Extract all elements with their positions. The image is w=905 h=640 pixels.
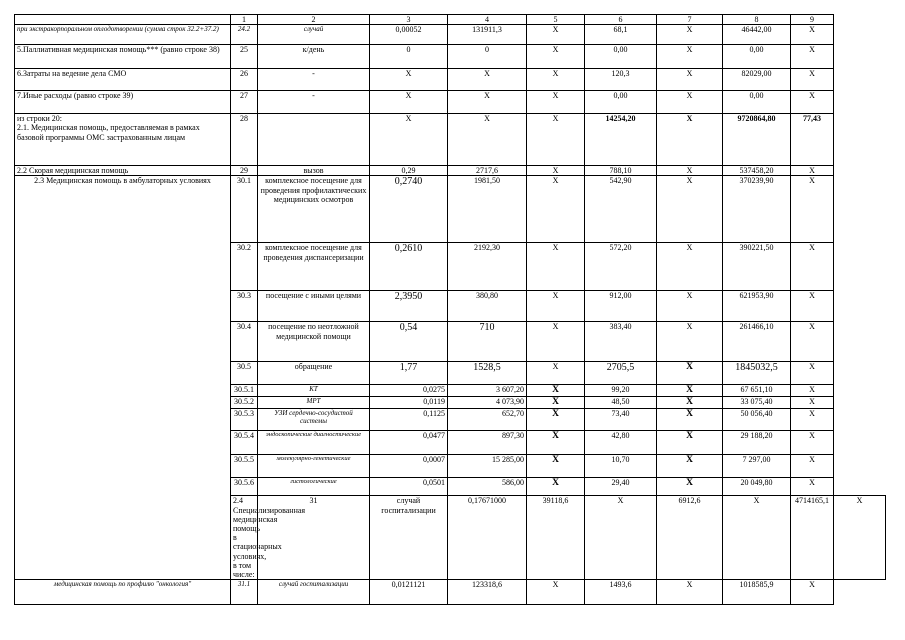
row-unit: обращение — [258, 362, 370, 385]
cell-c5: X — [527, 25, 585, 45]
cell-c9: X — [791, 397, 834, 409]
cell-c3: 0,0501 — [370, 478, 448, 496]
cell-c4: X — [448, 69, 527, 91]
cell-c9: X — [791, 176, 834, 243]
row-unit: посещение с иными целями — [258, 291, 370, 322]
cell-c8: 7 297,00 — [723, 455, 791, 478]
cell-c6: 73,40 — [585, 409, 657, 431]
cell-c4: 586,00 — [448, 478, 527, 496]
header-cell: 6 — [585, 15, 657, 25]
table-row — [15, 45, 886, 69]
row-unit: МРТ — [258, 397, 370, 409]
cell-c7: X — [657, 478, 723, 496]
row-unit: случай госпитализации — [258, 580, 370, 605]
cell-c6: 2705,5 — [585, 362, 657, 385]
row-unit: комплексное посещение для проведения диспансеризации — [258, 243, 370, 291]
cell-c3: 0,0119 — [370, 397, 448, 409]
cell-c4: 1528,5 — [448, 362, 527, 385]
row-code: 28 — [231, 114, 258, 166]
cell-c7: X — [657, 362, 723, 385]
cell-c9: X — [791, 431, 834, 455]
row-label: 2.2 Скорая медицинская помощь — [15, 166, 231, 176]
cell-c6: 10,70 — [585, 455, 657, 478]
row-unit: комплексное посещение для проведения профилактических медицинских осмотров — [258, 176, 370, 243]
cell-c4: 897,30 — [448, 431, 527, 455]
cell-c8: 0,00 — [723, 45, 791, 69]
cell-c8: 29 188,20 — [723, 431, 791, 455]
cell-c6: 42,80 — [585, 431, 657, 455]
table-row — [15, 176, 886, 243]
cell-c7: X — [657, 580, 723, 605]
cell-c3: X — [370, 69, 448, 91]
cell-c6: 0,00 — [585, 91, 657, 114]
cell-c7: X — [657, 431, 723, 455]
cell-c3: X — [370, 114, 448, 166]
row-unit: эндоскопические диагностические — [258, 431, 370, 455]
header-cell: 4 — [448, 15, 527, 25]
cell-c8: 46442,00 — [723, 25, 791, 45]
cell-c9: X — [791, 25, 834, 45]
cell-c5: X — [527, 291, 585, 322]
cell-c3: 0,00052 — [370, 25, 448, 45]
cell-c5: X — [527, 580, 585, 605]
cell-c9: X — [791, 91, 834, 114]
row-code: 31.1 — [231, 580, 258, 605]
cell-c5: X — [527, 362, 585, 385]
cell-c9: X — [791, 243, 834, 291]
row-code: 27 — [231, 91, 258, 114]
row-unit: КТ — [258, 385, 370, 397]
row-label: 6.Затраты на ведение дела СМО — [15, 69, 231, 91]
cell-c4: X — [448, 91, 527, 114]
row-code: 30.4 — [231, 322, 258, 362]
cell-c3: X — [370, 91, 448, 114]
row-code: 26 — [231, 69, 258, 91]
cell-c5: X — [527, 243, 585, 291]
cell-c3: 0,2610 — [370, 243, 448, 291]
header-cell: 8 — [723, 15, 791, 25]
cell-c8: 390221,50 — [723, 243, 791, 291]
cell-c4: 123318,6 — [448, 580, 527, 605]
cell-c6: 68,1 — [585, 25, 657, 45]
row-unit: вызов — [258, 166, 370, 176]
cell-c4: 131911,3 — [448, 25, 527, 45]
cell-c5: X — [527, 166, 585, 176]
cell-c6: 29,40 — [585, 478, 657, 496]
cell-c3: 0,0007 — [370, 455, 448, 478]
row-label: из строки 20: 2.1. Медицинская помощь, предоставляемая в рамках базовой программы ОМС застрахованным лицам — [15, 114, 231, 166]
row-code: 30.5.2 — [231, 397, 258, 409]
cell-c7: X — [657, 69, 723, 91]
row-code: 24.2 — [231, 25, 258, 45]
cell-c7: X — [657, 243, 723, 291]
cell-c9: X — [791, 580, 834, 605]
cell-c8: 370239,90 — [723, 176, 791, 243]
row-unit: случай госпитализации — [370, 496, 448, 580]
cell-c3: 1,77 — [370, 362, 448, 385]
row-code: 30.5.6 — [231, 478, 258, 496]
cell-c7: X — [657, 176, 723, 243]
row-unit: - — [258, 69, 370, 91]
cell-c5: X — [527, 455, 585, 478]
cell-c5: X — [527, 45, 585, 69]
table-row — [15, 91, 886, 114]
cell-c5: X — [527, 91, 585, 114]
cell-c4: 2192,30 — [448, 243, 527, 291]
cell-c7: X — [657, 25, 723, 45]
cell-c3: 0,17671000 — [448, 496, 527, 580]
row-unit: к/день — [258, 45, 370, 69]
cell-c9: X — [791, 362, 834, 385]
cell-c3: 2,3950 — [370, 291, 448, 322]
header-cell: 5 — [527, 15, 585, 25]
cell-c7: X — [657, 409, 723, 431]
cell-c3: 0,54 — [370, 322, 448, 362]
cell-c6: 912,00 — [585, 291, 657, 322]
cell-c9: 77,43 — [791, 114, 834, 166]
cell-c7: X — [657, 114, 723, 166]
cell-c6: 99,20 — [585, 385, 657, 397]
cell-c4: X — [448, 114, 527, 166]
header-cell: 9 — [791, 15, 834, 25]
row-code: 30.5.3 — [231, 409, 258, 431]
cell-c9: X — [791, 409, 834, 431]
row-code: 30.2 — [231, 243, 258, 291]
row-code: 30.5 — [231, 362, 258, 385]
cell-c5: X — [585, 496, 657, 580]
cell-c5: X — [527, 478, 585, 496]
row-label: при экстракорпоральном оплодотворении (сумма строк 32.2+37.2) — [15, 25, 231, 45]
cell-c4: 3 607,20 — [448, 385, 527, 397]
cell-c5: X — [527, 431, 585, 455]
cell-c3: 0,29 — [370, 166, 448, 176]
cell-c7: X — [657, 455, 723, 478]
cell-c8: 537458,20 — [723, 166, 791, 176]
cell-c6: 383,40 — [585, 322, 657, 362]
cell-c7: X — [657, 385, 723, 397]
header-cell: 1 — [231, 15, 258, 25]
table-row — [15, 114, 886, 166]
cell-c6: 14254,20 — [585, 114, 657, 166]
row-code: 25 — [231, 45, 258, 69]
cell-c4: 15 285,00 — [448, 455, 527, 478]
cell-c5: X — [527, 176, 585, 243]
row-unit: УЗИ сердечно-сосудистой системы — [258, 409, 370, 431]
cell-c9: X — [834, 496, 886, 580]
cell-c7: X — [657, 397, 723, 409]
cell-c7: X — [657, 322, 723, 362]
row-code: 29 — [231, 166, 258, 176]
cell-c4: 652,70 — [448, 409, 527, 431]
cell-c5: X — [527, 322, 585, 362]
cell-c4: 0 — [448, 45, 527, 69]
cell-c8: 82029,00 — [723, 69, 791, 91]
cell-c9: X — [791, 478, 834, 496]
cell-c6: 788,10 — [585, 166, 657, 176]
header-cell: 3 — [370, 15, 448, 25]
cell-c7: X — [657, 166, 723, 176]
row-code: 30.1 — [231, 176, 258, 243]
cell-c8: 0,00 — [723, 91, 791, 114]
row-unit: гистологические — [258, 478, 370, 496]
header-cell: 2 — [258, 15, 370, 25]
row-code: 30.5.1 — [231, 385, 258, 397]
cell-c8: 4714165,1 — [791, 496, 834, 580]
row-code: 30.5.5 — [231, 455, 258, 478]
row-unit: молекулярно-генетические — [258, 455, 370, 478]
cell-c7: X — [657, 91, 723, 114]
row-code: 30.5.4 — [231, 431, 258, 455]
cell-c5: X — [527, 69, 585, 91]
cell-c4: 4 073,90 — [448, 397, 527, 409]
cell-c3: 0,0477 — [370, 431, 448, 455]
cell-c6: 542,90 — [585, 176, 657, 243]
cell-c4: 710 — [448, 322, 527, 362]
cell-c6: 6912,6 — [657, 496, 723, 580]
cell-c5: X — [527, 385, 585, 397]
table-row — [15, 69, 886, 91]
cell-c9: X — [791, 45, 834, 69]
cell-c8: 261466,10 — [723, 322, 791, 362]
cell-c3: 0,0121121 — [370, 580, 448, 605]
cell-c6: 572,20 — [585, 243, 657, 291]
cell-c7: X — [657, 45, 723, 69]
row-code: 30.3 — [231, 291, 258, 322]
cell-c6: 1493,6 — [585, 580, 657, 605]
row-unit: случай — [258, 25, 370, 45]
cell-c9: X — [791, 385, 834, 397]
cell-c8: 9720864,80 — [723, 114, 791, 166]
header-cell — [15, 15, 231, 25]
cell-c4: 39118,6 — [527, 496, 585, 580]
tariff-table — [14, 14, 886, 605]
cell-c4: 380,80 — [448, 291, 527, 322]
cell-c6: 0,00 — [585, 45, 657, 69]
cell-c5: X — [527, 397, 585, 409]
table-row — [15, 580, 886, 605]
cell-c8: 1845032,5 — [723, 362, 791, 385]
row-unit: посещение по неотложной медицинской помощи — [258, 322, 370, 362]
cell-c7: X — [657, 291, 723, 322]
cell-c8: 20 049,80 — [723, 478, 791, 496]
cell-c9: X — [791, 69, 834, 91]
cell-c8: 621953,90 — [723, 291, 791, 322]
table-row — [15, 166, 886, 176]
cell-c3: 0,0275 — [370, 385, 448, 397]
cell-c8: 50 056,40 — [723, 409, 791, 431]
cell-c3: 0,2740 — [370, 176, 448, 243]
cell-c4: 2717,6 — [448, 166, 527, 176]
row-label: 5.Паллиативная медицинская помощь*** (равно строке 38) — [15, 45, 231, 69]
row-code: 31 — [258, 496, 370, 580]
row-label: 2.4 Специализированная медицинская помощь в стационарных условиях, в том числе: — [231, 496, 258, 580]
row-label: медицинская помощь по профилю "онкология" — [15, 580, 231, 605]
cell-c7: X — [723, 496, 791, 580]
cell-c3: 0 — [370, 45, 448, 69]
header-row — [15, 15, 886, 25]
row-unit: - — [258, 91, 370, 114]
row-unit — [258, 114, 370, 166]
cell-c9: X — [791, 291, 834, 322]
cell-c9: X — [791, 322, 834, 362]
cell-c6: 120,3 — [585, 69, 657, 91]
row-label: 7.Иные расходы (равно строке 39) — [15, 91, 231, 114]
cell-c9: X — [791, 455, 834, 478]
cell-c5: X — [527, 114, 585, 166]
cell-c5: X — [527, 409, 585, 431]
cell-c8: 67 651,10 — [723, 385, 791, 397]
header-cell: 7 — [657, 15, 723, 25]
cell-c3: 0,1125 — [370, 409, 448, 431]
cell-c9: X — [791, 166, 834, 176]
cell-c8: 1018585,9 — [723, 580, 791, 605]
cell-c6: 48,50 — [585, 397, 657, 409]
cell-c4: 1981,50 — [448, 176, 527, 243]
row-label: 2.3 Медицинская помощь в амбулаторных условиях — [15, 176, 231, 580]
table-row — [15, 25, 886, 45]
cell-c8: 33 075,40 — [723, 397, 791, 409]
